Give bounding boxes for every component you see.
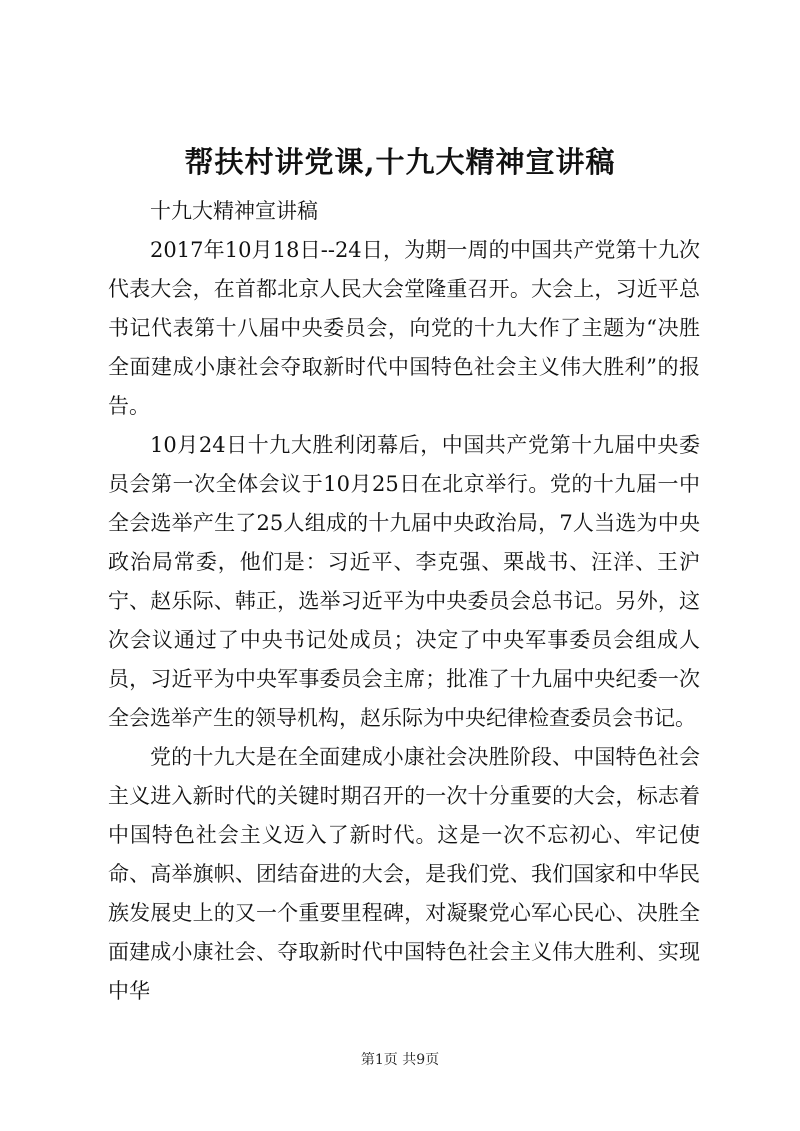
document-body: [108, 192, 700, 1011]
page-footer: 第1页 共9页: [360, 1052, 440, 1068]
paragraph: 2017年10月18日--24日，为期一周的中国共产党第十九次代表大会，在首都北京人民大会堂隆重召开。大会上，习近平总书记代表第十八届中央委员会，向党的十九大作了主题为“决胜全面建成小康社会夺取新时代中国特色社会主义伟大胜利”的报告。: [108, 238, 700, 418]
paragraph: 10月24日十九大胜利闭幕后，中国共产党第十九届中央委员会第一次全体会议于10月25日在北京举行。党的十九届一中全会选举产生了25人组成的十九届中央政治局，7人当选为中央政治局常委，他们是：习近平、李克强、栗战书、汪洋、王沪宁、赵乐际、韩正，选举习近平为中央委员会总书记。另外，这次会议通过了中央书记处成员；决定了中央军事委员会组成人员，习近平为中央军事委员会主席；批准了十九届中央纪委一次全会选举产生的领导机构，赵乐际为中央纪律检查委员会书记。: [108, 433, 700, 730]
paragraph: 党的十九大是在全面建成小康社会决胜阶段、中国特色社会主义进入新时代的关键时期召开的一次十分重要的大会，标志着中国特色社会主义迈入了新时代。这是一次不忘初心、牢记使命、高举旗帜、团结奋进的大会，是我们党、我们国家和中华民族发展史上的又一个重要里程碑，对凝聚党心军心民心、决胜全面建成小康社会、夺取新时代中国特色社会主义伟大胜利、实现中华: [108, 745, 700, 1003]
subtitle-line: 十九大精神宣讲稿: [150, 199, 318, 223]
document-title: 帮扶村讲党课,十九大精神宣讲稿: [184, 145, 616, 179]
